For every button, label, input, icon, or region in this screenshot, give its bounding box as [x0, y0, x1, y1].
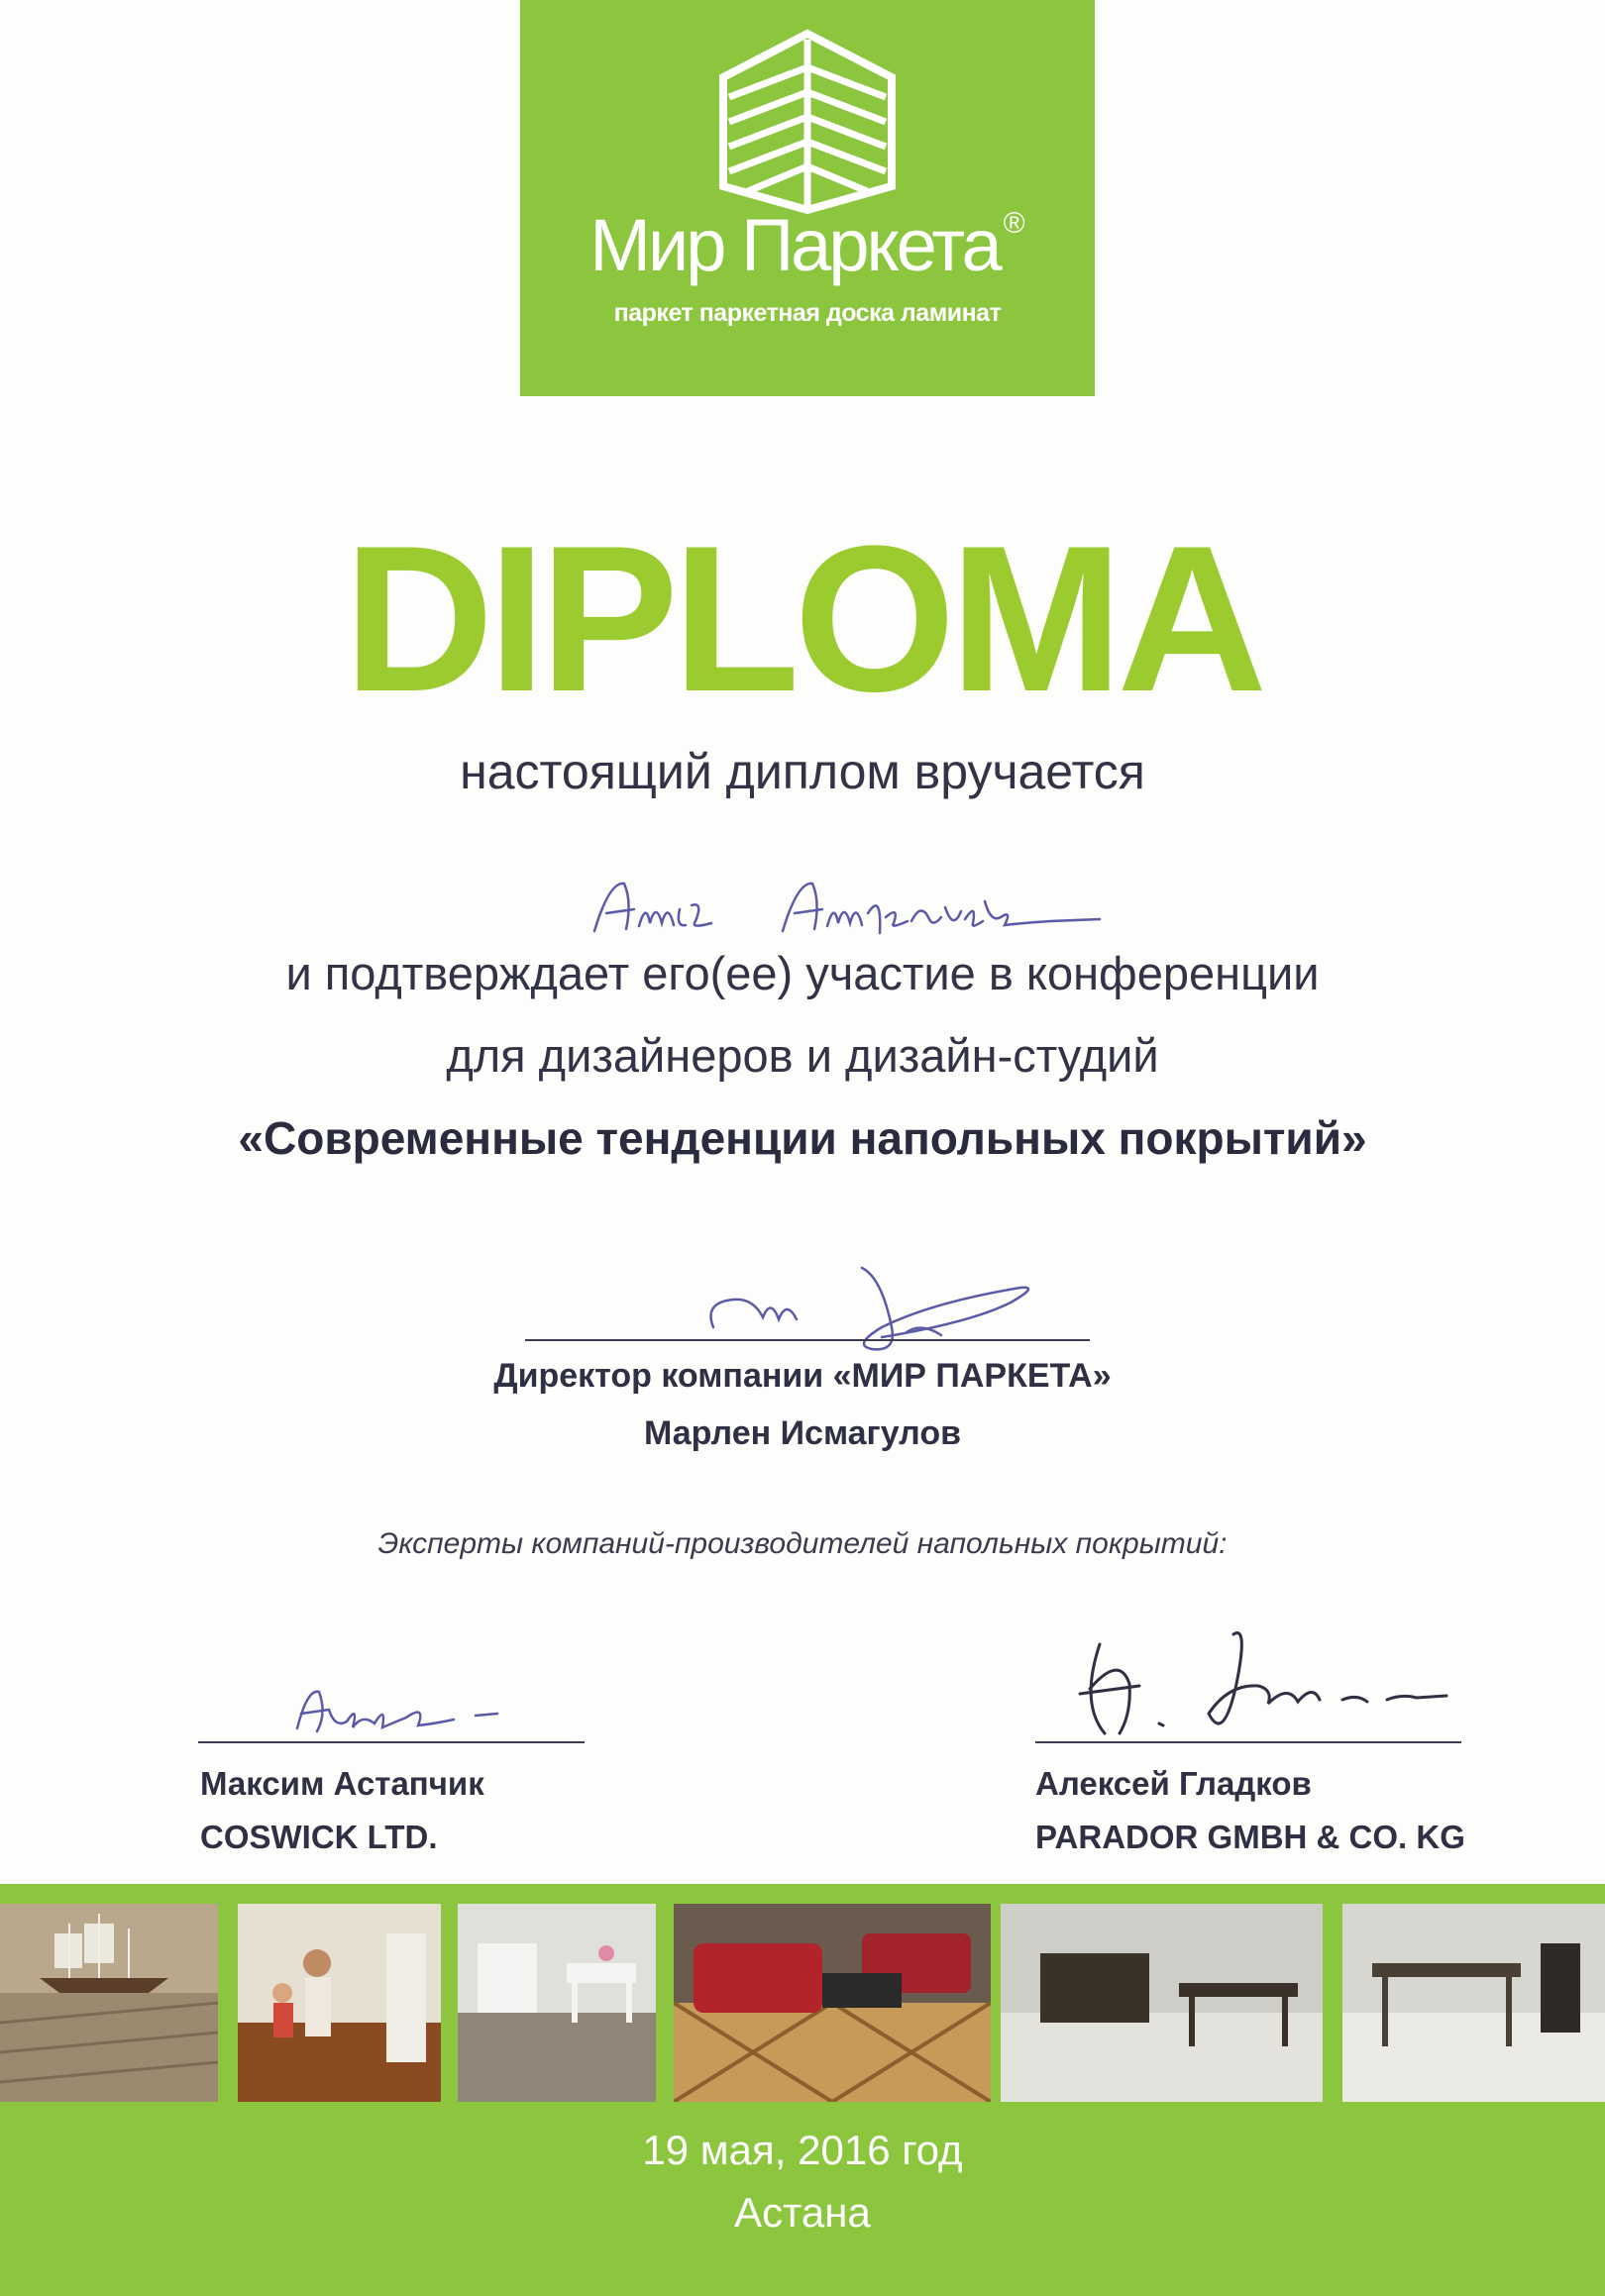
- recipient-handwritten-name: [585, 872, 1120, 951]
- director-name: Марлен Исмагулов: [643, 1414, 961, 1452]
- diploma-subtitle: настоящий диплом вручается: [460, 744, 1145, 799]
- director-signature: [694, 1258, 1090, 1357]
- footer-band: [0, 1884, 1605, 2296]
- registered-mark: ®: [1003, 207, 1025, 240]
- event-date: 19 мая, 2016 год: [642, 2127, 963, 2173]
- expert-right-company: PARADOR GMBH & CO. KG: [1035, 1819, 1465, 1855]
- experts-heading: Эксперты компаний-производителей напольных покрытий:: [377, 1527, 1228, 1560]
- interior-photo-white-room: [458, 1904, 656, 2102]
- diploma-title: DIPLOMA: [343, 502, 1262, 735]
- expert-right-signature: [1060, 1615, 1456, 1753]
- interior-photo-ship-model: [0, 1904, 218, 2102]
- expert-left-name: Максим Астапчик: [200, 1765, 484, 1802]
- brand-logo-block: [520, 0, 1095, 396]
- interior-photo-table: [1342, 1904, 1605, 2102]
- director-role: Директор компании «МИР ПАРКЕТА»: [493, 1357, 1112, 1395]
- expert-right-signature-line: [1035, 1741, 1461, 1743]
- brand-name: Мир Паркета ®: [589, 204, 1025, 286]
- interior-photo-red-sofa: [674, 1904, 991, 2102]
- interior-photo-dining: [1001, 1904, 1323, 2102]
- expert-left-signature-line: [198, 1741, 585, 1743]
- expert-left-company: COSWICK LTD.: [200, 1819, 438, 1855]
- conference-topic: «Современные тенденции напольных покрытий»: [238, 1112, 1367, 1164]
- house-parquet-icon: [713, 28, 902, 216]
- conference-audience: для дизайнеров и дизайн-студий: [446, 1029, 1159, 1082]
- expert-left-signature: [287, 1674, 515, 1743]
- interior-photo-children: [238, 1904, 441, 2102]
- director-signature-line: [525, 1339, 1090, 1341]
- brand-tagline: паркет паркетная доска ламинат: [613, 299, 1002, 327]
- expert-right-name: Алексей Гладков: [1035, 1765, 1312, 1802]
- participation-confirmation: и подтверждает его(ее) участие в конференции: [285, 947, 1320, 999]
- event-city: Астана: [734, 2189, 871, 2236]
